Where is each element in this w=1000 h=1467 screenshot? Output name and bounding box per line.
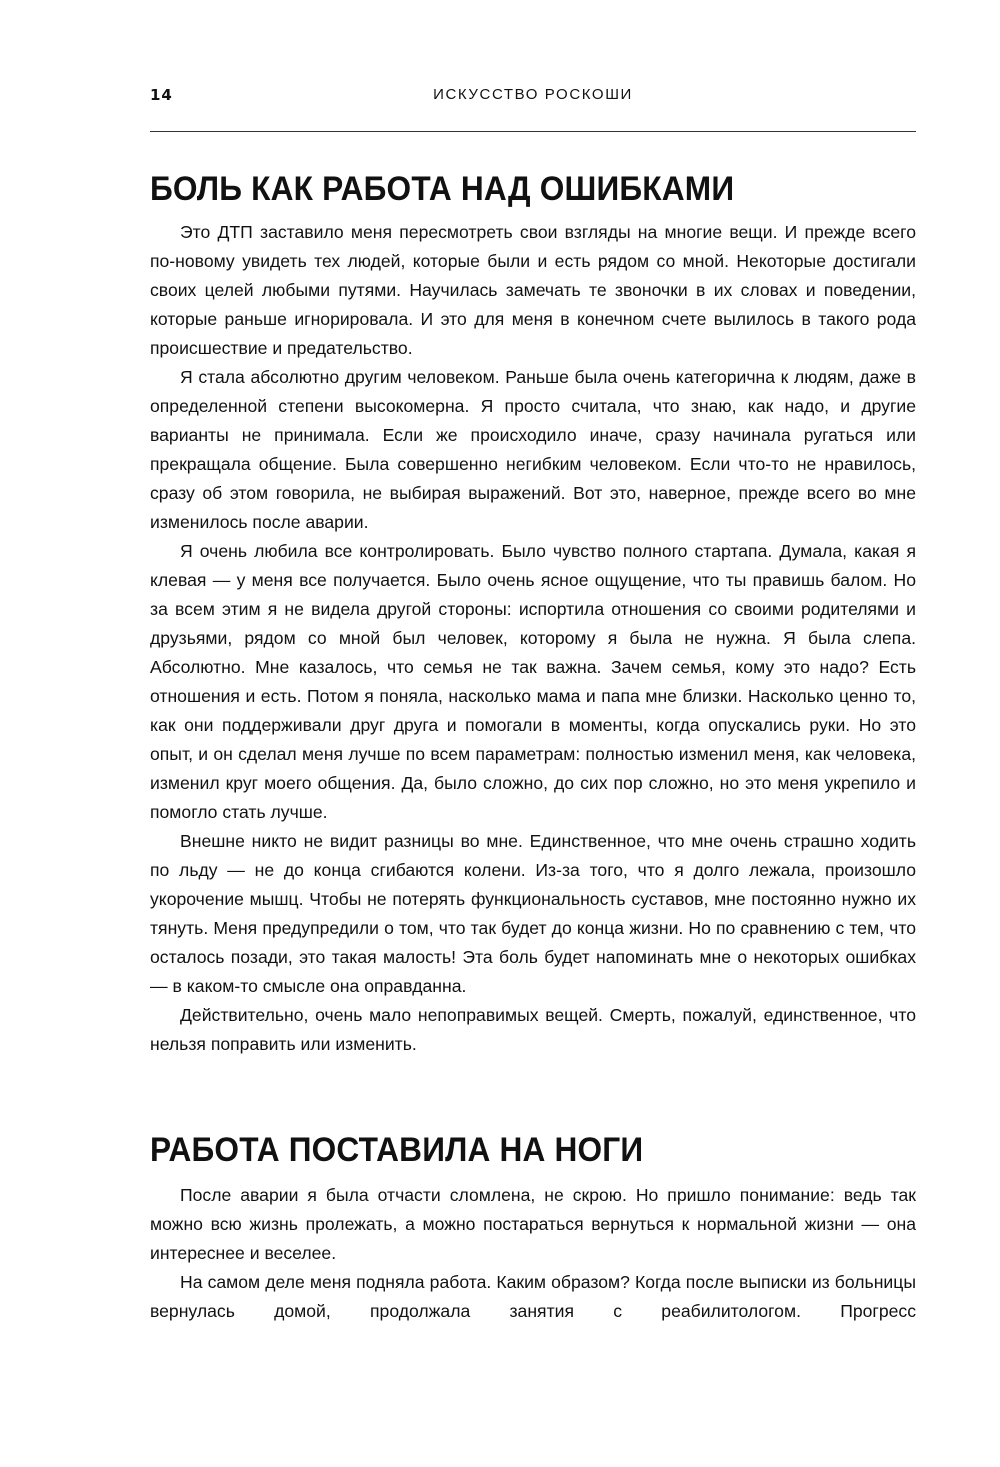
section-body-pain: [150, 218, 916, 1059]
section-title-work: РАБОТА ПОСТАВИЛА НА НОГИ: [150, 1131, 644, 1169]
paragraph: Внешне никто не видит разницы во мне. Единственное, что мне очень страшно ходить по льду — не до конца сгибаются колени. Из-за того, что я долго лежала, произошло укорочение мышц. Чтобы не потерять функциональность суставов, мне постоянно нужно их тянуть. Меня предупредили о том, что так будет до конца жизни. Но по сравнению с тем, что осталось позади, это такая малость! Эта боль будет напоминать мне о некоторых ошибках — в каком-то смысле она оправданна.: [150, 831, 916, 996]
running-head: [150, 86, 916, 108]
paragraph: Действительно, очень мало непоправимых вещей. Смерть, пожалуй, единственное, что нельзя поправить или изменить.: [150, 1005, 916, 1054]
paragraph: Я очень любила все контролировать. Было чувство полного стартапа. Думала, какая я клевая — у меня все получается. Было очень ясное ощущение, что ты правишь балом. Но за всем этим я не видела другой стороны: испортила отношения со своими родителями и друзьями, рядом со мной был человек, которому я была не нужна. Я была слепа. Абсолютно. Мне казалось, что семья не так важна. Зачем семья, кому это надо? Есть отношения и есть. Потом я поняла, насколько мама и папа мне близки. Насколько ценно то, как они поддерживали друг друга и помогали в моменты, когда опускались руки. Но это опыт, и он сделал меня лучше по всем параметрам: полностью изменил меня, как человека, изменил круг моего общения. Да, было сложно, до сих пор сложно, но это меня укрепило и помогло стать лучше.: [150, 541, 916, 822]
paragraph: После аварии я была отчасти сломлена, не скрою. Но пришло понимание: ведь так можно всю жизнь пролежать, а можно постараться вернуться к нормальной жизни — она интереснее и веселее.: [150, 1185, 916, 1263]
page-number: 14: [150, 86, 173, 104]
section-title-pain: БОЛЬ КАК РАБОТА НАД ОШИБКАМИ: [150, 170, 735, 208]
book-title: ИСКУССТВО РОСКОШИ: [433, 86, 633, 103]
header-divider: [150, 131, 916, 132]
paragraph: Я стала абсолютно другим человеком. Раньше была очень категорична к людям, даже в определенной степени высокомерна. Я просто считала, что знаю, как надо, и другие варианты не принимала. Если же происходило иначе, сразу начинала ругаться или прекращала общение. Была совершенно негибким человеком. Если что-то не нравилось, сразу об этом говорила, не выбирая выражений. Вот это, наверное, прежде всего во мне изменилось после аварии.: [150, 367, 916, 532]
section-body-work: [150, 1181, 916, 1326]
paragraph: Это ДТП заставило меня пересмотреть свои взгляды на многие вещи. И прежде всего по-новому увидеть тех людей, которые были и есть рядом со мной. Некоторые достигали своих целей любыми путями. Научилась замечать те звоночки в их словах и поведении, которые раньше игнорировала. И это для меня в конечном счете вылилось в такого рода происшествие и предательство.: [150, 222, 916, 358]
paragraph: На самом деле меня подняла работа. Каким образом? Когда после выписки из больницы вернулась домой, продолжала занятия с реабилитологом. Прогресс: [150, 1272, 916, 1321]
